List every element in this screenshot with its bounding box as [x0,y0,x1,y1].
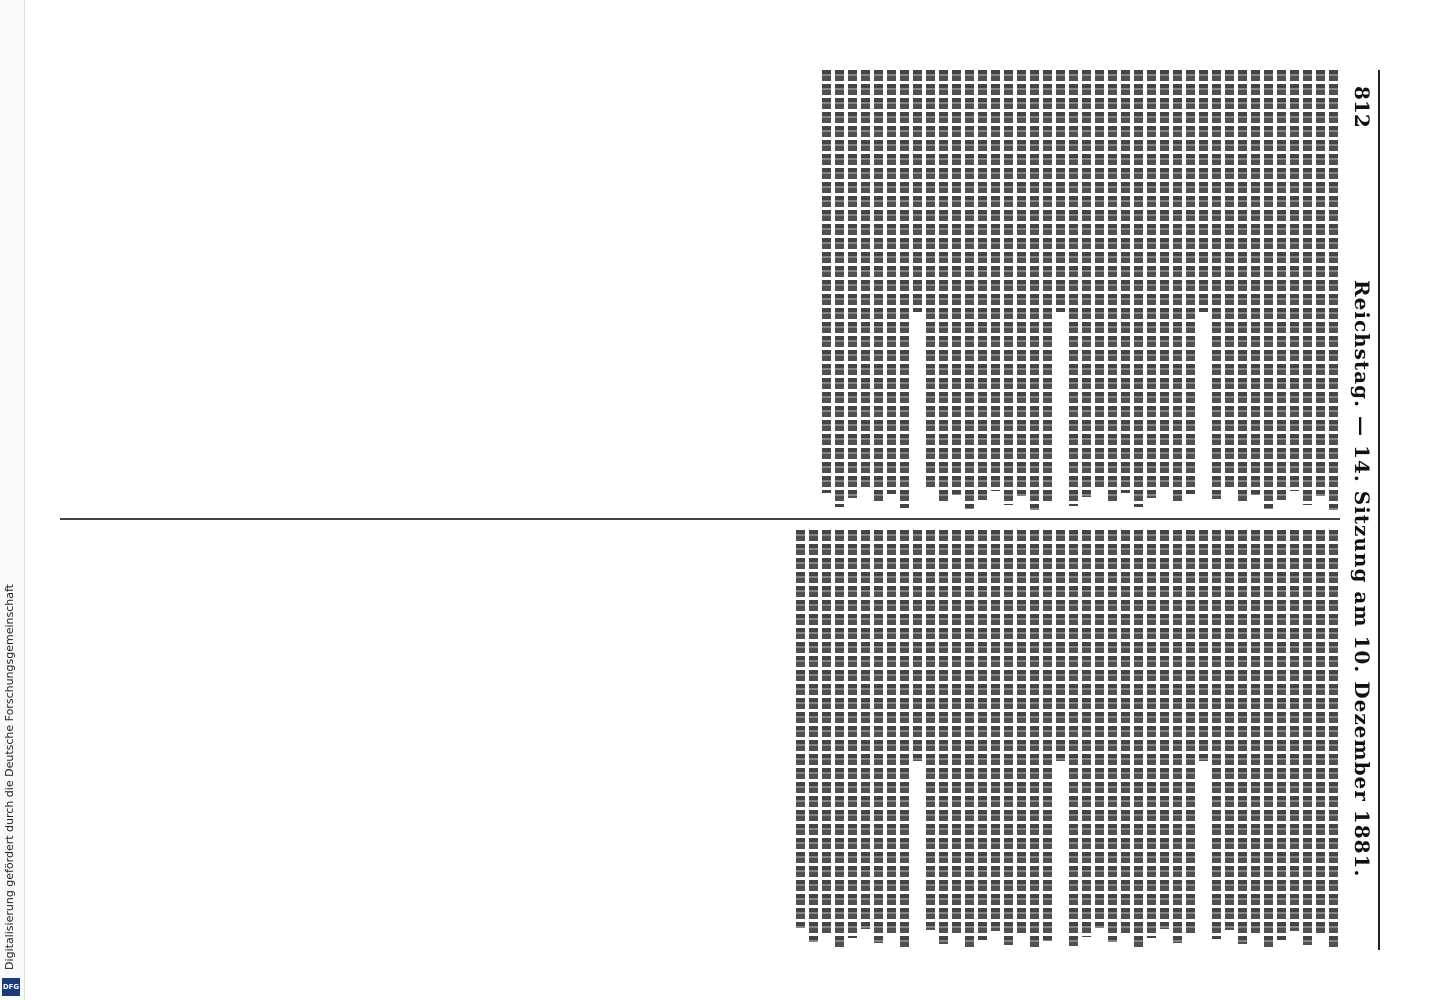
text-line [1108,530,1117,942]
text-line [1199,530,1208,761]
text-line [1290,70,1299,491]
text-line [1303,70,1312,505]
text-line [1329,70,1338,510]
page-content [60,30,1380,950]
text-line [991,530,1000,931]
text-line [1186,70,1195,494]
text-line [887,530,896,934]
text-line [1264,70,1273,509]
text-line [1121,70,1130,493]
text-line [1030,70,1039,510]
text-line [926,70,935,490]
text-line [1056,530,1065,761]
text-line [1004,530,1013,945]
text-line [1264,530,1273,949]
text-line [1134,70,1143,507]
text-line [1095,70,1104,488]
text-line [1303,530,1312,945]
text-line [1017,70,1026,496]
text-line [822,530,831,933]
text-line [1017,530,1026,936]
text-line [913,530,922,761]
text-line [913,70,922,312]
text-line [1277,70,1286,500]
text-line [1056,70,1065,312]
page-header [1340,30,1380,950]
text-line [1043,70,1052,501]
text-line [1173,70,1182,503]
text-line [874,70,883,503]
text-line [1225,530,1234,930]
text-column-1 [60,70,1338,510]
column-1-lines [60,70,1338,510]
text-line [1069,70,1078,506]
text-line [1095,530,1104,928]
text-column-2 [60,530,1338,950]
column-2-lines [60,530,1338,950]
text-line [991,70,1000,491]
text-line [978,70,987,500]
text-line [1160,70,1169,489]
text-line [1238,70,1247,504]
text-line [809,530,818,942]
dfg-logo: DFG [2,978,20,996]
text-line [1212,70,1221,499]
text-line [1121,530,1130,933]
text-line [1043,530,1052,941]
text-line [952,530,961,935]
text-line [1251,70,1260,495]
text-line [874,530,883,943]
text-line [796,530,805,928]
digitization-credit: Digitalisierung gefördert durch die Deutsche Forschungsgemeinschaft [3,584,16,970]
text-line [1316,70,1325,496]
text-line [1082,530,1091,937]
text-line [835,530,844,947]
text-line [1199,70,1208,312]
text-line [1160,530,1169,929]
text-line [900,530,909,948]
page-number: 812 [1350,86,1374,128]
text-line [1225,70,1234,490]
text-line [965,530,974,949]
text-line [848,70,857,498]
text-line [822,70,831,493]
text-line [1173,530,1182,943]
text-line [1251,530,1260,935]
text-line [1290,530,1299,931]
text-line [1108,70,1117,502]
text-line [952,70,961,495]
text-line [861,70,870,489]
digitization-credit-strip [0,0,25,1000]
text-line [939,70,948,504]
text-line [939,530,948,944]
text-line [848,530,857,938]
text-line [1277,530,1286,940]
text-line [1069,530,1078,946]
text-line [1004,70,1013,505]
text-line [1212,530,1221,939]
text-line [978,530,987,940]
column-divider [60,518,1340,520]
text-line [900,70,909,508]
text-line [926,530,935,930]
text-line [1147,70,1156,498]
text-line [1238,530,1247,944]
text-line [887,70,896,494]
text-line [861,530,870,929]
text-line [1316,530,1325,936]
running-title: Reichstag. — 14. Sitzung am 10. Dezember 1881. [1350,280,1374,878]
header-rule [1378,70,1380,950]
text-line [1134,530,1143,947]
text-line [965,70,974,509]
text-line [1030,530,1039,950]
text-line [1186,530,1195,934]
text-line [835,70,844,507]
text-line [1082,70,1091,497]
text-line [1329,530,1338,950]
text-line [1147,530,1156,938]
